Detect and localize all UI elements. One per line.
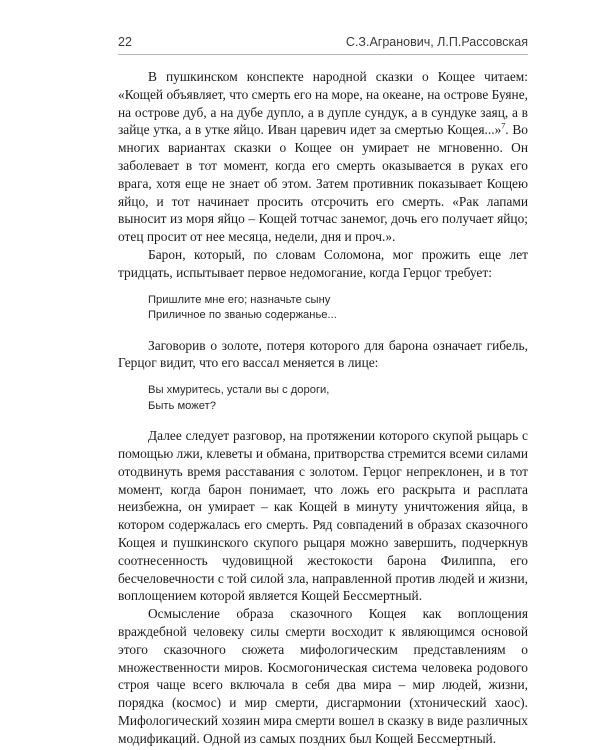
- verse-line: Быть может?: [148, 399, 216, 412]
- page-number: 22: [118, 35, 132, 49]
- paragraph-2: Барон, который, по словам Соломона, мог прожить еще лет тридцать, испытывает первое недомогание, когда Герцог требует:: [118, 246, 528, 280]
- verse-line: Приличное по званью содержанье...: [148, 309, 337, 322]
- paragraph-4: Далее следует разговор, на протяжении которого скупой рыцарь с помощью лжи, клеветы и обмана, притворства стремится всеми силами отодвинуть время расставания с золотом. Герцог непреклонен, и в тот момент, когда барон понимает, что ложь его раскрыта и расплата неизбежна, он умирает – как Кощей в минуту уничтожения яйца, в котором содержалась его смерть. Ряд совпадений в образах сказочного Кощея и пушкинского скупого рыцаря можно завершить, подчеркнув соотнесенность чудовищной жестокости барона Филиппа, его бесчеловечности с той силой зла, направленной против людей и жизни, воплощением которой является Кощей Бессмертный.: [118, 428, 528, 604]
- verse-line: Вы хмуритесь, устали вы с дороги,: [148, 384, 330, 397]
- body-text: [118, 68, 528, 748]
- paragraph-3: Заговорив о золоте, потеря которого для барона означает гибель, Герцог видит, что его вассал меняется в лице:: [118, 337, 528, 371]
- verse-line: Пришлите мне его; назначьте сыну: [148, 293, 331, 306]
- paragraph-5: Осмысление образа сказочного Кощея как воплощения враждебной человеку силы смерти восходит к являющимся основой этого сказочного сюжета мифологическим представлениям о множественности миров. Космогоническая система человека родового строя чаще всего включала в себя два мира – мир людей, жизни, порядка (космос) и мир смерти, дисгармонии (хтонический хаос). Мифологический хозяин мира смерти вошел в сказку в виде различных модификаций. Одной из самых поздних был Кощей Бессмертный.: [118, 606, 528, 746]
- verse-quote-2: [148, 383, 528, 414]
- verse-quote-1: [148, 293, 528, 324]
- header-rule: [118, 54, 528, 55]
- paragraph-1-text-cont: . Во многих вариантах сказки о Кощее он умирает не мгновенно. Он заболевает в тот момент, когда его смерть оказывается в руках его врага, хотя еще не знает об этом. Затем противник показывает Кощею яйцо, и тот начинает просить отсрочить его смерть. «Рак лапами выносит из моря яйцо – Кощей тотчас занемог, дочь его получает яйцо; отец просит от нее месяца, недели, дня и проч.».: [118, 122, 528, 245]
- paragraph-1: [118, 68, 528, 246]
- running-head: С.З.Агранович, Л.П.Рассовская: [345, 35, 528, 49]
- footnote-ref: 7: [501, 121, 506, 131]
- paragraph-1-text: В пушкинском конспекте народной сказки о Кощее читаем: «Кощей объявляет, что смерть его на море, на океане, на острове Буяне, на острове дуб, а на дубе дупло, а в дупле сундук, а в сундуке заяц, а в зайце утка, а в утке яйцо. Иван царевич идет за смертью Кощея...»: [118, 69, 528, 138]
